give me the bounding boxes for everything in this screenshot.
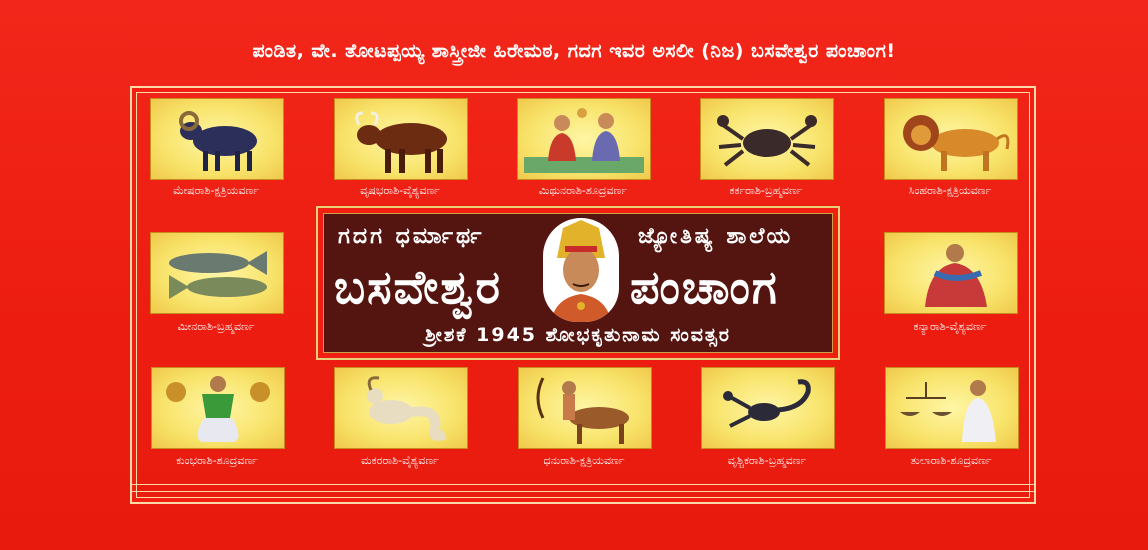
aries-ram-image: [150, 98, 284, 180]
taurus-caption: ವೃಷಭರಾಶಿ-ವೈಶ್ಯವರ್ಣ: [360, 184, 440, 197]
leo-caption: ಸಿಂಹರಾಶಿ-ಕ್ಷತ್ರಿಯವರ್ಣ: [908, 184, 992, 197]
title-main-right: ಪಂಚಾಂಗ: [630, 260, 779, 314]
scorpio-caption: ವೃಶ್ಚಿಕರಾಶಿ-ಬ್ರಹ್ಮವರ್ಣ: [727, 454, 807, 467]
leo-lion-image: [884, 98, 1018, 180]
title-line1-right: ಜ್ಯೋತಿಷ್ಯ ಶಾಲೆಯ: [638, 224, 794, 249]
taurus-bull-image: [334, 98, 468, 180]
aries-caption: ಮೇಷರಾಶಿ-ಕ್ಷತ್ರಿಯವರ್ಣ: [173, 184, 259, 197]
gemini-caption: ಮಿಥುನರಾಶಿ-ಶೂದ್ರವರ್ಣ: [538, 184, 628, 197]
aquarius-caption: ಕುಂಭರಾಶಿ-ಶೂದ್ರವರ್ಣ: [176, 454, 258, 467]
sagittarius-caption: ಧನುರಾಶಿ-ಕ್ಷತ್ರಿಯವರ್ಣ: [543, 454, 625, 467]
libra-caption: ತುಲಾರಾಶಿ-ಶೂದ್ರವರ್ಣ: [910, 454, 992, 467]
pisces-caption: ಮೀನರಾಶಿ-ಬ್ರಹ್ಮವರ್ಣ: [177, 320, 255, 333]
frame-bottom-rule: [130, 484, 1036, 492]
capricorn-caption: ಮಕರರಾಶಿ-ವೈಶ್ಯವರ್ಣ: [361, 454, 439, 467]
cancer-crab-image: [700, 98, 834, 180]
title-panel: [316, 206, 840, 360]
libra-scales-image: [885, 367, 1019, 449]
cancer-caption: ಕರ್ಕರಾಶಿ-ಬ್ರಹ್ಮವರ್ಣ: [729, 184, 803, 197]
gemini-couple-image: [517, 98, 651, 180]
virgo-caption: ಕನ್ಯಾರಾಶಿ-ವೈಶ್ಯವರ್ಣ: [913, 320, 987, 333]
virgo-maiden-image: [884, 232, 1018, 314]
scorpio-scorpion-image: [701, 367, 835, 449]
cover-tagline: ಪಂಡಿತ, ವೇ. ತೋಟಪ್ಪಯ್ಯ ಶಾಸ್ತ್ರೀಜೀ ಹಿರೇಮಠ, ಗದಗ ಇವರ ಅಸಲೀ (ನಿಜ) ಬಸವೇಶ್ವರ ಪಂಚಾಂಗ!: [252, 40, 896, 62]
pisces-fish-image: [150, 232, 284, 314]
capricorn-seagoat-image: [334, 367, 468, 449]
samvatsara-year-line: ಶ್ರೀಶಕೆ 1945 ಶೋಭಕೃತುನಾಮ ಸಂವತ್ಸರ: [425, 324, 731, 346]
title-line1-left: ಗದಗ ಧರ್ಮಾರ್ಥ: [338, 224, 485, 249]
title-panel-inner: [323, 213, 833, 353]
sagittarius-archer-image: [518, 367, 652, 449]
basaveshwara-portrait: [543, 218, 619, 322]
aquarius-waterbearer-image: [151, 367, 285, 449]
title-main-left: ಬಸವೇಶ್ವರ: [334, 260, 502, 314]
